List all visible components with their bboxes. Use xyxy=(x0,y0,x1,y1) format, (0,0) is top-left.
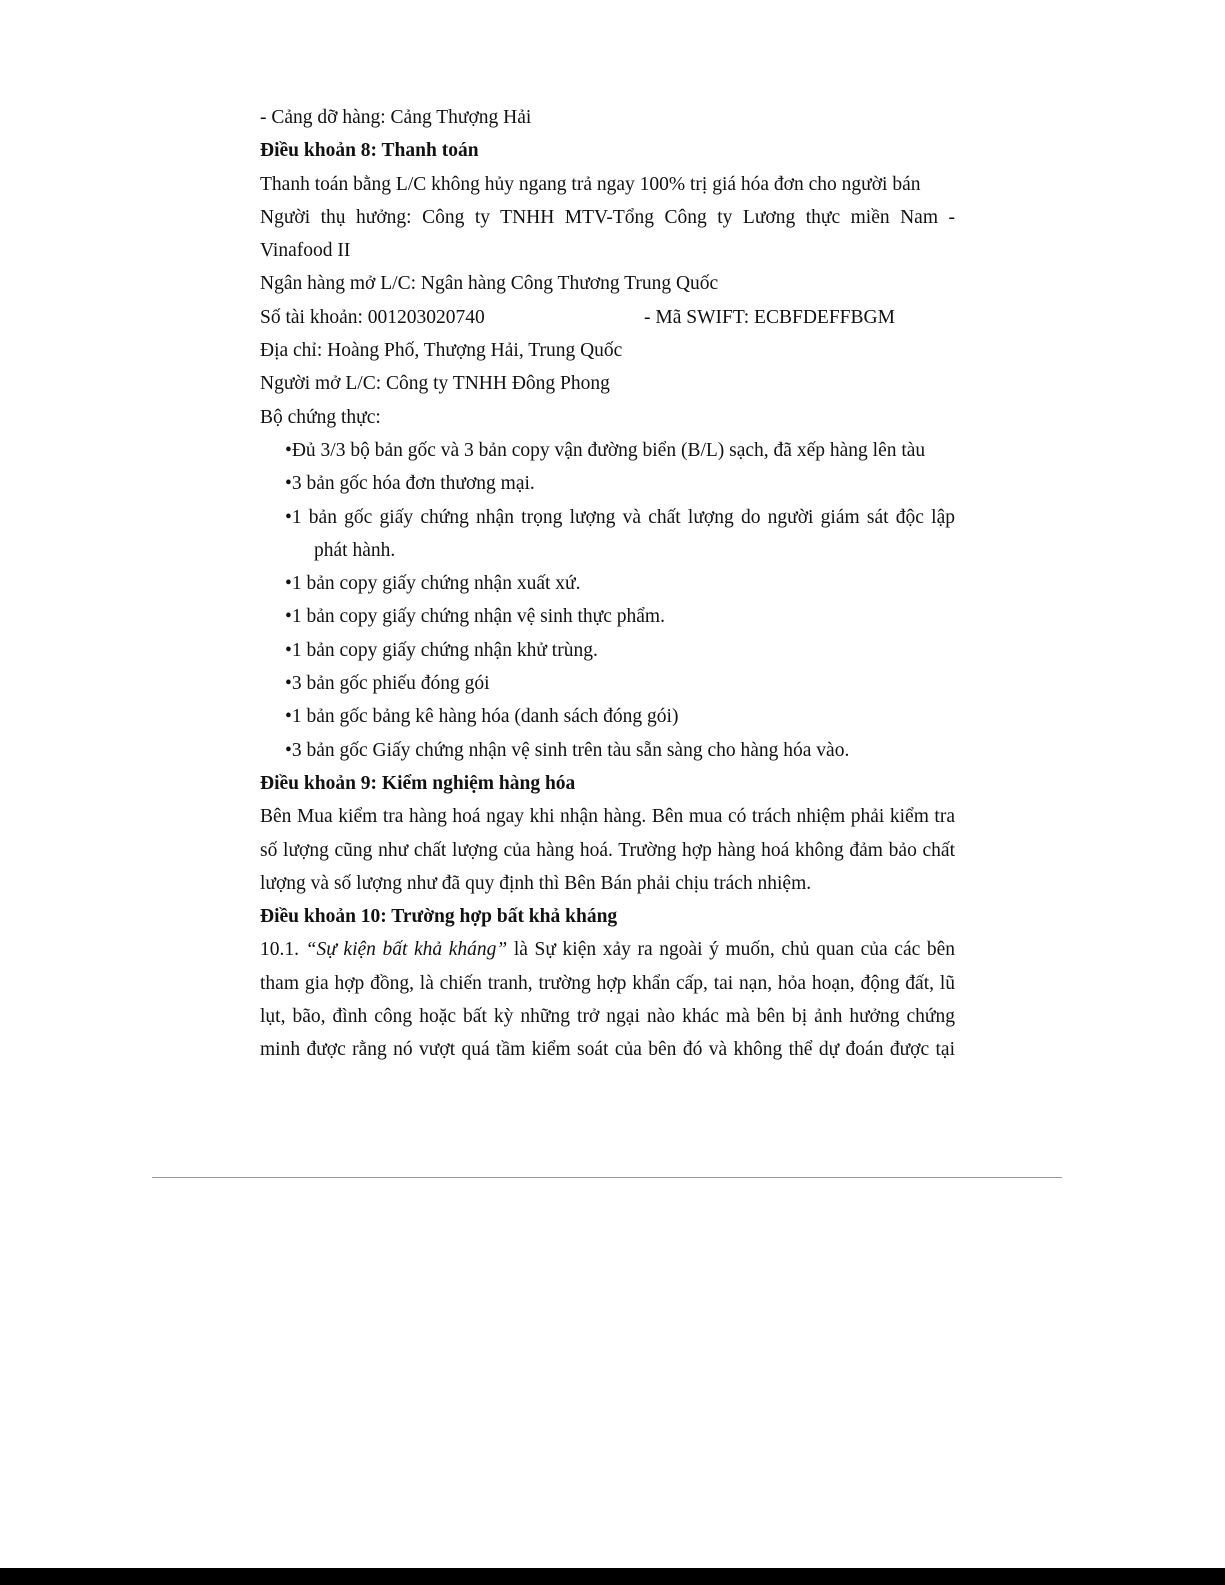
page-break-rule xyxy=(152,1177,1062,1178)
lc-applicant: Người mở L/C: Công ty TNHH Đông Phong xyxy=(260,373,610,395)
clause10-heading: Điều khoản 10: Trường hợp bất khả kháng xyxy=(260,906,618,928)
clause10-line: lụt, bão, đình công hoặc bất kỳ những trở ngại nào khác mà bên bị ảnh hưởng chứng xyxy=(260,1006,955,1028)
documents-title: Bộ chứng thực: xyxy=(260,406,381,428)
account-row xyxy=(260,301,955,334)
bottom-border xyxy=(0,1568,1225,1585)
payment-terms: Thanh toán bằng L/C không hủy ngang trả ngay 100% trị giá hóa đơn cho người bán xyxy=(260,173,921,195)
issuing-bank: Ngân hàng mở L/C: Ngân hàng Công Thương Trung Quốc xyxy=(260,273,719,295)
clause9-line: số lượng cũng như chất lượng của hàng hoá. Trường hợp hàng hoá không đảm bảo chất xyxy=(260,839,955,861)
swift-code: - Mã SWIFT: ECBFDEFFBGM xyxy=(644,306,895,328)
document-item-cont: phát hành. xyxy=(314,539,396,561)
clause9-line: Bên Mua kiểm tra hàng hoá ngay khi nhận hàng. Bên mua có trách nhiệm phải kiểm tra xyxy=(260,806,955,828)
document-item: •1 bản copy giấy chứng nhận khử trùng. xyxy=(285,639,598,661)
document-item: •1 bản copy giấy chứng nhận xuất xứ. xyxy=(285,573,581,595)
clause8-heading: Điều khoản 8: Thanh toán xyxy=(260,140,479,162)
document-item: •3 bản gốc phiếu đóng gói xyxy=(285,673,490,695)
clause10-line: minh được rằng nó vượt quá tầm kiểm soát của bên đó và không thể dự đoán được tại xyxy=(260,1039,955,1061)
clause10-first-line xyxy=(260,933,955,966)
clause10-first-rest: là Sự kiện xảy ra ngoài ý muốn, chủ quan của các bên xyxy=(507,939,956,961)
document-item: •3 bản gốc hóa đơn thương mại. xyxy=(285,473,535,495)
beneficiary-line-cont: Vinafood II xyxy=(260,240,351,262)
page-content xyxy=(260,101,955,1067)
document-item: •1 bản gốc giấy chứng nhận trọng lượng và chất lượng do người giám sát độc lập xyxy=(285,506,955,528)
document-item: •1 bản copy giấy chứng nhận vệ sinh thực phẩm. xyxy=(285,606,665,628)
beneficiary-line: Người thụ hưởng: Công ty TNHH MTV-Tổng Công ty Lương thực miền Nam - xyxy=(260,206,955,228)
document-item: •1 bản gốc bảng kê hàng hóa (danh sách đóng gói) xyxy=(285,706,679,728)
document-item: •3 bản gốc Giấy chứng nhận vệ sinh trên tàu sẵn sàng cho hàng hóa vào. xyxy=(285,739,850,761)
force-majeure-term: “Sự kiện bất khả kháng” xyxy=(305,939,508,961)
clause9-heading: Điều khoản 9: Kiểm nghiệm hàng hóa xyxy=(260,772,576,794)
clause10-number: 10.1. xyxy=(260,939,306,961)
account-number: Số tài khoản: 001203020740 xyxy=(260,306,485,328)
port-line: - Cảng dỡ hàng: Cảng Thượng Hải xyxy=(260,107,532,128)
clause9-line: lượng và số lượng như đã quy định thì Bên Bán phải chịu trách nhiệm. xyxy=(260,872,812,894)
clause10-line: tham gia hợp đồng, là chiến tranh, trường hợp khẩn cấp, tai nạn, hỏa hoạn, động đất, lũ xyxy=(260,972,955,994)
bank-address: Địa chỉ: Hoàng Phố, Thượng Hải, Trung Quốc xyxy=(260,340,623,362)
document-item: •Đủ 3/3 bộ bản gốc và 3 bản copy vận đường biển (B/L) sạch, đã xếp hàng lên tàu xyxy=(285,439,926,461)
